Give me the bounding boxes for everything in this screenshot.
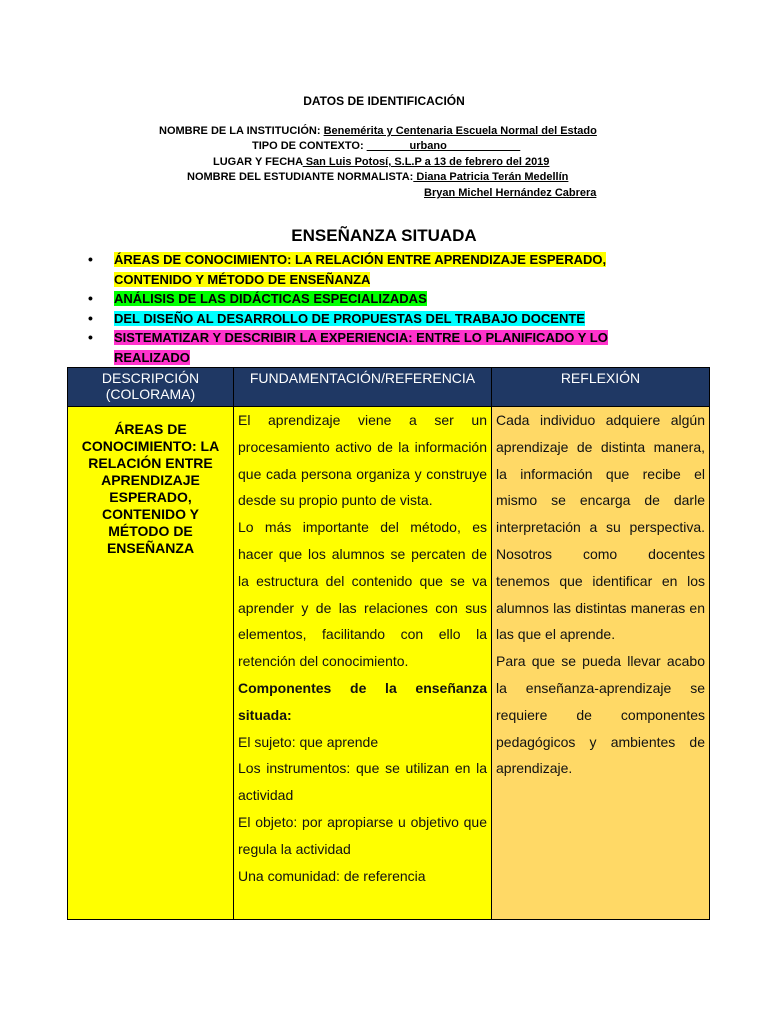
section-title: ENSEÑANZA SITUADA — [291, 226, 477, 245]
institution-value: Benemérita y Centenaria Escuela Normal del Estado — [323, 125, 597, 137]
table-header-row — [68, 368, 710, 407]
student-line-2 — [424, 187, 596, 199]
institution-label: NOMBRE DE LA INSTITUCIÓN: — [159, 125, 321, 137]
foundation-paragraph: El aprendizaje viene a ser un procesamiento activo de la información que cada persona organiza y construye desde su propio punto de vista. — [238, 412, 487, 509]
foundation-cell — [234, 407, 492, 920]
reflection-paragraph: Para que se pueda llevar acabo la enseñanza-aprendizaje se requiere de componentes pedagógicos y ambientes de aprendizaje. — [496, 653, 705, 777]
header-description: DESCRIPCIÓN (COLORAMA) — [68, 368, 234, 407]
component-item: El sujeto: que aprende — [238, 733, 379, 750]
list-item — [88, 289, 648, 309]
context-value: _______urbano____________ — [366, 140, 521, 152]
topics-list — [88, 250, 648, 367]
component-item: El objeto: por apropiarse u objetivo que regula la actividad — [238, 813, 487, 857]
topic-text: ANÁLISIS DE LAS DIDÁCTICAS ESPECIALIZADAS — [114, 291, 427, 306]
foundation-paragraph: Lo más importante del método, es hacer que los alumnos se percaten de la estructura del contenido que se va aprender y de las relaciones con sus elementos, facilitando con ello la retención del conocimiento. — [238, 519, 487, 670]
list-item — [88, 309, 648, 329]
document-title: DATOS DE IDENTIFICACIÓN — [303, 94, 465, 108]
component-item: Una comunidad: de referencia — [238, 867, 426, 884]
context-label: TIPO DE CONTEXTO: — [252, 140, 364, 152]
context-line — [252, 140, 520, 152]
student-value-1: Diana Patricia Terán Medellín — [413, 171, 569, 183]
student-value-2: Bryan Michel Hernández Cabrera — [424, 187, 597, 199]
topic-text: ÁREAS DE CONOCIMIENTO: LA RELACIÓN ENTRE APRENDIZAJE ESPERADO, CONTENIDO Y MÉTODO DE ENSEÑANZA — [114, 252, 607, 287]
table-row — [68, 407, 710, 920]
description-cell: ÁREAS DE CONOCIMIENTO: LA RELACIÓN ENTRE APRENDIZAJE ESPERADO, CONTENIDO Y MÉTODO DE ENSEÑANZA — [68, 407, 234, 920]
reflection-cell — [492, 407, 710, 920]
topic-text: SISTEMATIZAR Y DESCRIBIR LA EXPERIENCIA: ENTRE LO PLANIFICADO Y LO REALIZADO — [114, 330, 608, 365]
components-heading: Componentes de la enseñanza situada: — [238, 679, 487, 723]
place-value: San Luis Potosí, S.L.P a 13 de febrero del 2019 — [302, 156, 550, 168]
institution-line — [159, 125, 597, 137]
student-label: NOMBRE DEL ESTUDIANTE NORMALISTA: — [187, 171, 414, 183]
topic-text: DEL DISEÑO AL DESARROLLO DE PROPUESTAS DEL TRABAJO DOCENTE — [114, 310, 585, 326]
place-line — [213, 156, 549, 168]
header-foundation: FUNDAMENTACIÓN/REFERENCIA — [234, 368, 492, 407]
list-item — [88, 328, 648, 367]
list-item — [88, 250, 648, 289]
header-reflection: REFLEXIÓN — [492, 368, 710, 407]
place-label: LUGAR Y FECHA — [213, 156, 303, 168]
reflection-table — [67, 367, 710, 920]
reflection-paragraph: Cada individuo adquiere algún aprendizaje de distinta manera, la información que recibe el mismo se encarga de darle interpretación a su perspectiva. Nosotros como docentes tenemos que identificar en los alumnos las distintas maneras en las que el aprende. — [496, 412, 705, 643]
student-line — [187, 171, 568, 183]
component-item: Los instrumentos: que se utilizan en la actividad — [238, 760, 487, 804]
